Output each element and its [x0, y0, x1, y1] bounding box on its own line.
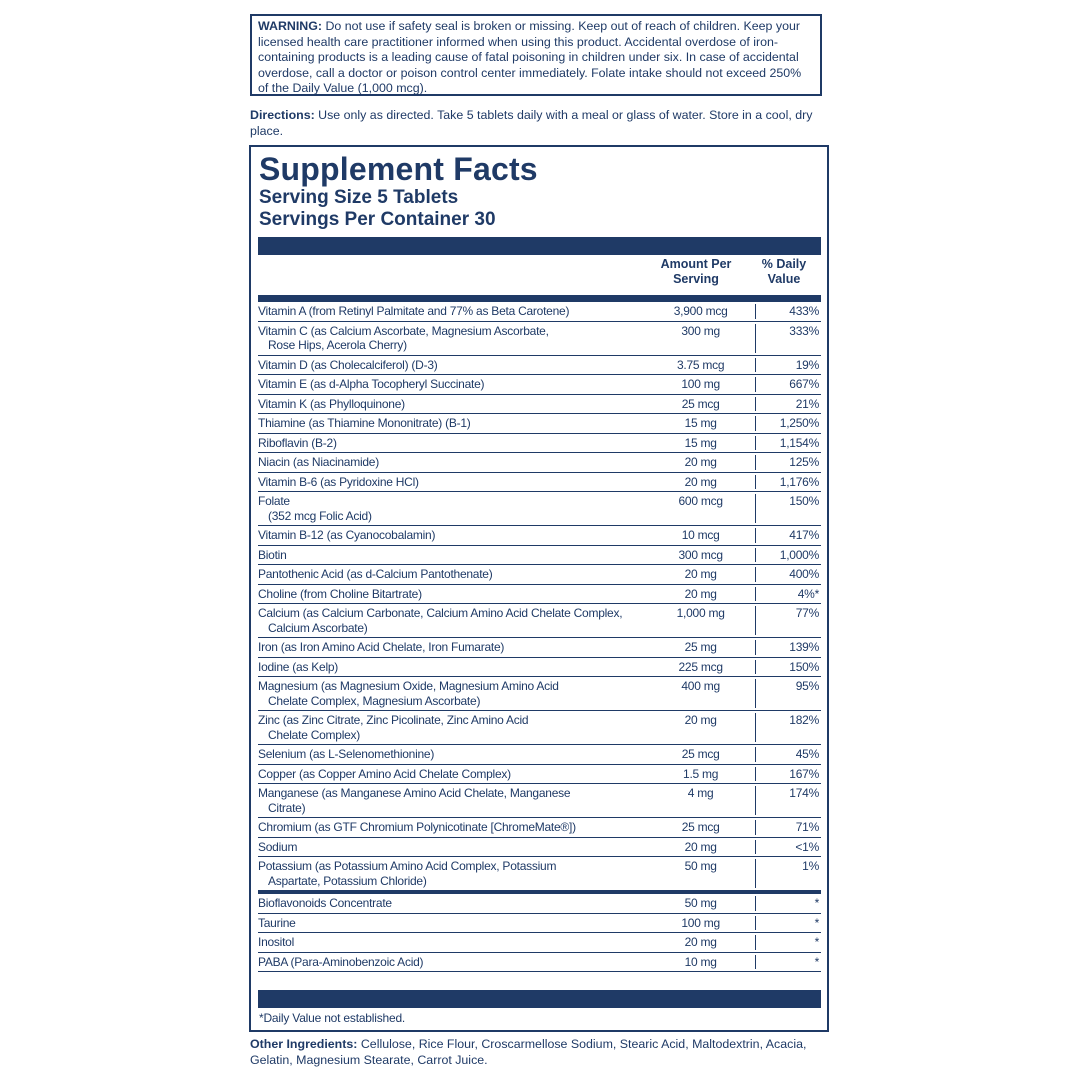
daily-value-footnote: *Daily Value not established.: [259, 1011, 406, 1025]
column-header-amount-line1: Amount Per: [660, 257, 732, 271]
nutrient-daily-value: 667%: [789, 377, 819, 391]
nutrient-daily-value: 4%*: [797, 586, 819, 601]
nutrient-name: [258, 679, 646, 708]
table-row: [258, 765, 821, 785]
nutrient-name: [258, 324, 646, 353]
table-row: [258, 745, 821, 765]
nutrient-name-main: Sodium: [258, 839, 298, 854]
nutrient-amount: 3,900 mcg: [646, 304, 756, 319]
nutrient-daily-value: 139%: [789, 640, 819, 654]
nutrient-name-main: Vitamin B-12 (as Cyanocobalamin): [258, 528, 436, 542]
nutrient-name: [258, 528, 646, 543]
divider-bar-header: [258, 295, 821, 302]
nutrient-daily-value: 417%: [789, 528, 819, 542]
nutrient-daily-value: 95%: [795, 679, 819, 693]
nutrient-amount: 400 mg: [646, 679, 756, 708]
nutrient-daily-value: 182%: [789, 713, 819, 727]
warning-text: Do not use if safety seal is broken or missing. Keep out of reach of children. Keep your licensed health care practitioner informed when using this product. Accidental overdose of iron-containing products is a leading cause of fatal poisoning in children under six. In case of accidental overdose, call a doctor or poison control center immediately. Folate intake should not exceed 250% of the Daily Value (1,000 mcg).: [258, 19, 802, 96]
nutrient-name-main: Selenium (as L-Selenomethionine): [258, 747, 435, 761]
nutrient-name: [258, 896, 646, 911]
nutrient-name: [258, 840, 646, 855]
nutrient-name: [258, 606, 646, 635]
nutrient-name-main: Inositol: [258, 935, 295, 949]
nutrient-amount: 20 mg: [646, 840, 756, 855]
nutrient-amount: 20 mg: [646, 567, 756, 582]
nutrient-name: [258, 935, 646, 950]
nutrient-amount: 20 mg: [646, 475, 756, 490]
nutrient-name: [258, 455, 646, 470]
other-ingredients-label: Other Ingredients:: [250, 1037, 358, 1051]
nutrient-name: [258, 587, 646, 602]
nutrient-name-sub: Rose Hips, Acerola Cherry): [268, 338, 407, 352]
nutrient-name-main: Folate: [258, 494, 290, 508]
nutrient-amount: 25 mcg: [646, 747, 756, 762]
nutrient-daily-value: 19%: [795, 357, 819, 372]
column-header-dv-line2: Value: [767, 272, 801, 286]
table-row: [258, 585, 821, 605]
nutrient-name: [258, 397, 646, 412]
warning-box: [250, 14, 822, 96]
nutrient-name: [258, 548, 646, 563]
nutrient-daily-value: 1%: [802, 859, 819, 873]
nutrient-amount: 300 mcg: [646, 548, 756, 563]
nutrient-name-main: Vitamin D (as Cholecalciferol) (D-3): [258, 357, 438, 372]
table-row: [258, 838, 821, 858]
nutrient-name: [258, 358, 646, 373]
nutrient-name-main: Iodine (as Kelp): [258, 659, 339, 674]
nutrient-amount: 20 mg: [646, 713, 756, 742]
directions-label: Directions:: [250, 108, 315, 122]
table-row: [258, 546, 821, 566]
nutrient-name-main: Vitamin K (as Phylloquinone): [258, 396, 405, 411]
nutrient-name-main: Pantothenic Acid (as d-Calcium Pantothenate): [258, 567, 493, 581]
column-header-amount: [636, 257, 756, 287]
column-header-dv-line1: % Daily: [761, 257, 807, 271]
nutrient-amount: 50 mg: [646, 859, 756, 888]
table-row: [258, 604, 821, 638]
nutrient-amount: 25 mcg: [646, 397, 756, 412]
facts-title: Supplement Facts: [259, 151, 538, 187]
directions-text-block: [250, 108, 830, 139]
nutrient-name: [258, 767, 646, 782]
nutrient-amount: 600 mcg: [646, 494, 756, 523]
nutrient-amount: 100 mg: [646, 377, 756, 392]
nutrient-name-main: PABA (Para-Aminobenzoic Acid): [258, 954, 424, 969]
nutrient-name: [258, 494, 646, 523]
warning-label: WARNING:: [258, 19, 323, 33]
nutrient-daily-value: 1,000%: [779, 547, 819, 562]
servings-per-container: Servings Per Container 30: [259, 209, 496, 230]
nutrient-name-sub: Chelate Complex): [268, 727, 361, 742]
table-row: [258, 914, 821, 934]
table-row: [258, 434, 821, 454]
nutrient-name-main: Niacin (as Niacinamide): [258, 455, 379, 469]
nutrient-daily-value: *: [814, 935, 819, 949]
supplement-facts-panel: [249, 145, 829, 1032]
nutrient-amount: 3.75 mcg: [646, 358, 756, 373]
nutrient-daily-value: *: [814, 915, 819, 930]
nutrient-name-main: Biotin: [258, 547, 287, 562]
nutrient-name: [258, 820, 646, 835]
divider-bar-bottom: [258, 990, 821, 1008]
nutrient-name-main: Bioflavonoids Concentrate: [258, 896, 392, 910]
nutrient-name: [258, 859, 646, 888]
nutrient-daily-value: 167%: [789, 766, 819, 781]
nutrient-amount: 4 mg: [646, 786, 756, 815]
nutrient-name: [258, 416, 646, 431]
nutrient-name: [258, 786, 646, 815]
table-row: [258, 953, 821, 973]
nutrient-name-sub: Chelate Complex, Magnesium Ascorbate): [268, 693, 481, 708]
nutrient-amount: 50 mg: [646, 896, 756, 911]
nutrient-name-main: Iron (as Iron Amino Acid Chelate, Iron Fumarate): [258, 640, 505, 654]
nutrient-name: [258, 713, 646, 742]
nutrient-daily-value: 1,176%: [779, 474, 819, 489]
nutrient-name: [258, 916, 646, 931]
nutrient-name: [258, 640, 646, 655]
nutrient-daily-value: 1,154%: [779, 435, 819, 450]
nutrient-amount: 300 mg: [646, 324, 756, 353]
table-row: [258, 395, 821, 415]
table-row: [258, 677, 821, 711]
nutrient-daily-value: 45%: [795, 747, 819, 761]
column-header-daily-value: [749, 257, 819, 287]
nutrient-name-main: Chromium (as GTF Chromium Polynicotinate [ChromeMate®]): [258, 820, 576, 834]
table-row: [258, 658, 821, 678]
table-row: [258, 453, 821, 473]
nutrient-amount: 15 mg: [646, 436, 756, 451]
table-row: [258, 322, 821, 356]
nutrient-name-sub: (352 mcg Folic Acid): [268, 508, 372, 523]
nutrient-amount: 1.5 mg: [646, 767, 756, 782]
nutrient-name-main: Vitamin C (as Calcium Ascorbate, Magnesium Ascorbate,: [258, 323, 549, 338]
nutrient-daily-value: 1,250%: [779, 416, 819, 430]
nutrient-name-main: Taurine: [258, 915, 296, 930]
nutrient-name-main: Riboflavin (B-2): [258, 435, 337, 450]
table-row: [258, 356, 821, 376]
nutrient-name-main: Vitamin A (from Retinyl Palmitate and 77% as Beta Carotene): [258, 304, 570, 318]
other-ingredients: [250, 1037, 830, 1068]
nutrient-name: [258, 567, 646, 582]
nutrient-name-sub: Calcium Ascorbate): [268, 620, 368, 635]
nutrient-daily-value: 174%: [789, 786, 819, 800]
nutrient-table: [258, 302, 821, 972]
nutrient-daily-value: 433%: [789, 304, 819, 318]
nutrient-daily-value: 125%: [789, 455, 819, 469]
directions-text: Use only as directed. Take 5 tablets daily with a meal or glass of water. Store in a cool, dry place.: [250, 108, 813, 138]
nutrient-daily-value: 150%: [789, 494, 819, 508]
nutrient-name-main: Zinc (as Zinc Citrate, Zinc Picolinate, Zinc Amino Acid: [258, 713, 529, 727]
nutrient-name-sub: Aspartate, Potassium Chloride): [268, 873, 427, 888]
table-row: [258, 526, 821, 546]
nutrient-daily-value: 150%: [789, 659, 819, 674]
nutrient-name-main: Copper (as Copper Amino Acid Chelate Complex): [258, 766, 511, 781]
nutrient-daily-value: 21%: [795, 396, 819, 411]
table-row: [258, 302, 821, 322]
table-row: [258, 857, 821, 894]
nutrient-daily-value: 400%: [789, 567, 819, 581]
nutrient-name: [258, 304, 646, 319]
nutrient-amount: 20 mg: [646, 935, 756, 950]
nutrient-daily-value: *: [814, 896, 819, 910]
nutrient-name: [258, 747, 646, 762]
nutrient-amount: 20 mg: [646, 587, 756, 602]
table-row: [258, 375, 821, 395]
divider-bar-top: [258, 237, 821, 255]
nutrient-amount: 15 mg: [646, 416, 756, 431]
nutrient-amount: 20 mg: [646, 455, 756, 470]
nutrient-amount: 10 mcg: [646, 528, 756, 543]
nutrient-name: [258, 955, 646, 970]
nutrient-name: [258, 436, 646, 451]
table-row: [258, 933, 821, 953]
nutrient-name-sub: Citrate): [268, 800, 306, 815]
nutrient-name-main: Calcium (as Calcium Carbonate, Calcium Amino Acid Chelate Complex,: [258, 606, 623, 620]
nutrient-daily-value: 333%: [789, 323, 819, 338]
column-header-amount-line2: Serving: [673, 272, 719, 286]
nutrient-daily-value: *: [814, 954, 819, 969]
table-row: [258, 565, 821, 585]
table-row: [258, 638, 821, 658]
nutrient-daily-value: 71%: [795, 820, 819, 834]
nutrient-daily-value: 77%: [795, 606, 819, 620]
table-row: [258, 414, 821, 434]
nutrient-amount: 225 mcg: [646, 660, 756, 675]
nutrient-name: [258, 660, 646, 675]
nutrient-amount: 100 mg: [646, 916, 756, 931]
nutrient-amount: 1,000 mg: [646, 606, 756, 635]
other-ingredients-text: Cellulose, Rice Flour, Croscarmellose Sodium, Stearic Acid, Maltodextrin, Acacia, Gelatin, Magnesium Stearate, Carrot Juice.: [250, 1037, 807, 1067]
nutrient-amount: 25 mcg: [646, 820, 756, 835]
nutrient-name-main: Potassium (as Potassium Amino Acid Complex, Potassium: [258, 859, 557, 873]
serving-size: Serving Size 5 Tablets: [259, 187, 459, 208]
nutrient-name-main: Vitamin E (as d-Alpha Tocopheryl Succinate): [258, 377, 485, 391]
nutrient-name-main: Manganese (as Manganese Amino Acid Chelate, Manganese: [258, 786, 571, 800]
nutrient-daily-value: <1%: [795, 839, 819, 854]
table-row: [258, 784, 821, 818]
table-row: [258, 818, 821, 838]
table-row: [258, 894, 821, 914]
table-row: [258, 473, 821, 493]
nutrient-name: [258, 377, 646, 392]
nutrient-name-main: Thiamine (as Thiamine Mononitrate) (B-1): [258, 416, 471, 430]
nutrient-name: [258, 475, 646, 490]
nutrient-name-main: Magnesium (as Magnesium Oxide, Magnesium Amino Acid: [258, 679, 559, 693]
nutrient-amount: 25 mg: [646, 640, 756, 655]
nutrient-name-main: Vitamin B-6 (as Pyridoxine HCl): [258, 474, 419, 489]
nutrient-amount: 10 mg: [646, 955, 756, 970]
table-row: [258, 492, 821, 526]
nutrient-name-main: Choline (from Choline Bitartrate): [258, 586, 422, 601]
table-row: [258, 711, 821, 745]
